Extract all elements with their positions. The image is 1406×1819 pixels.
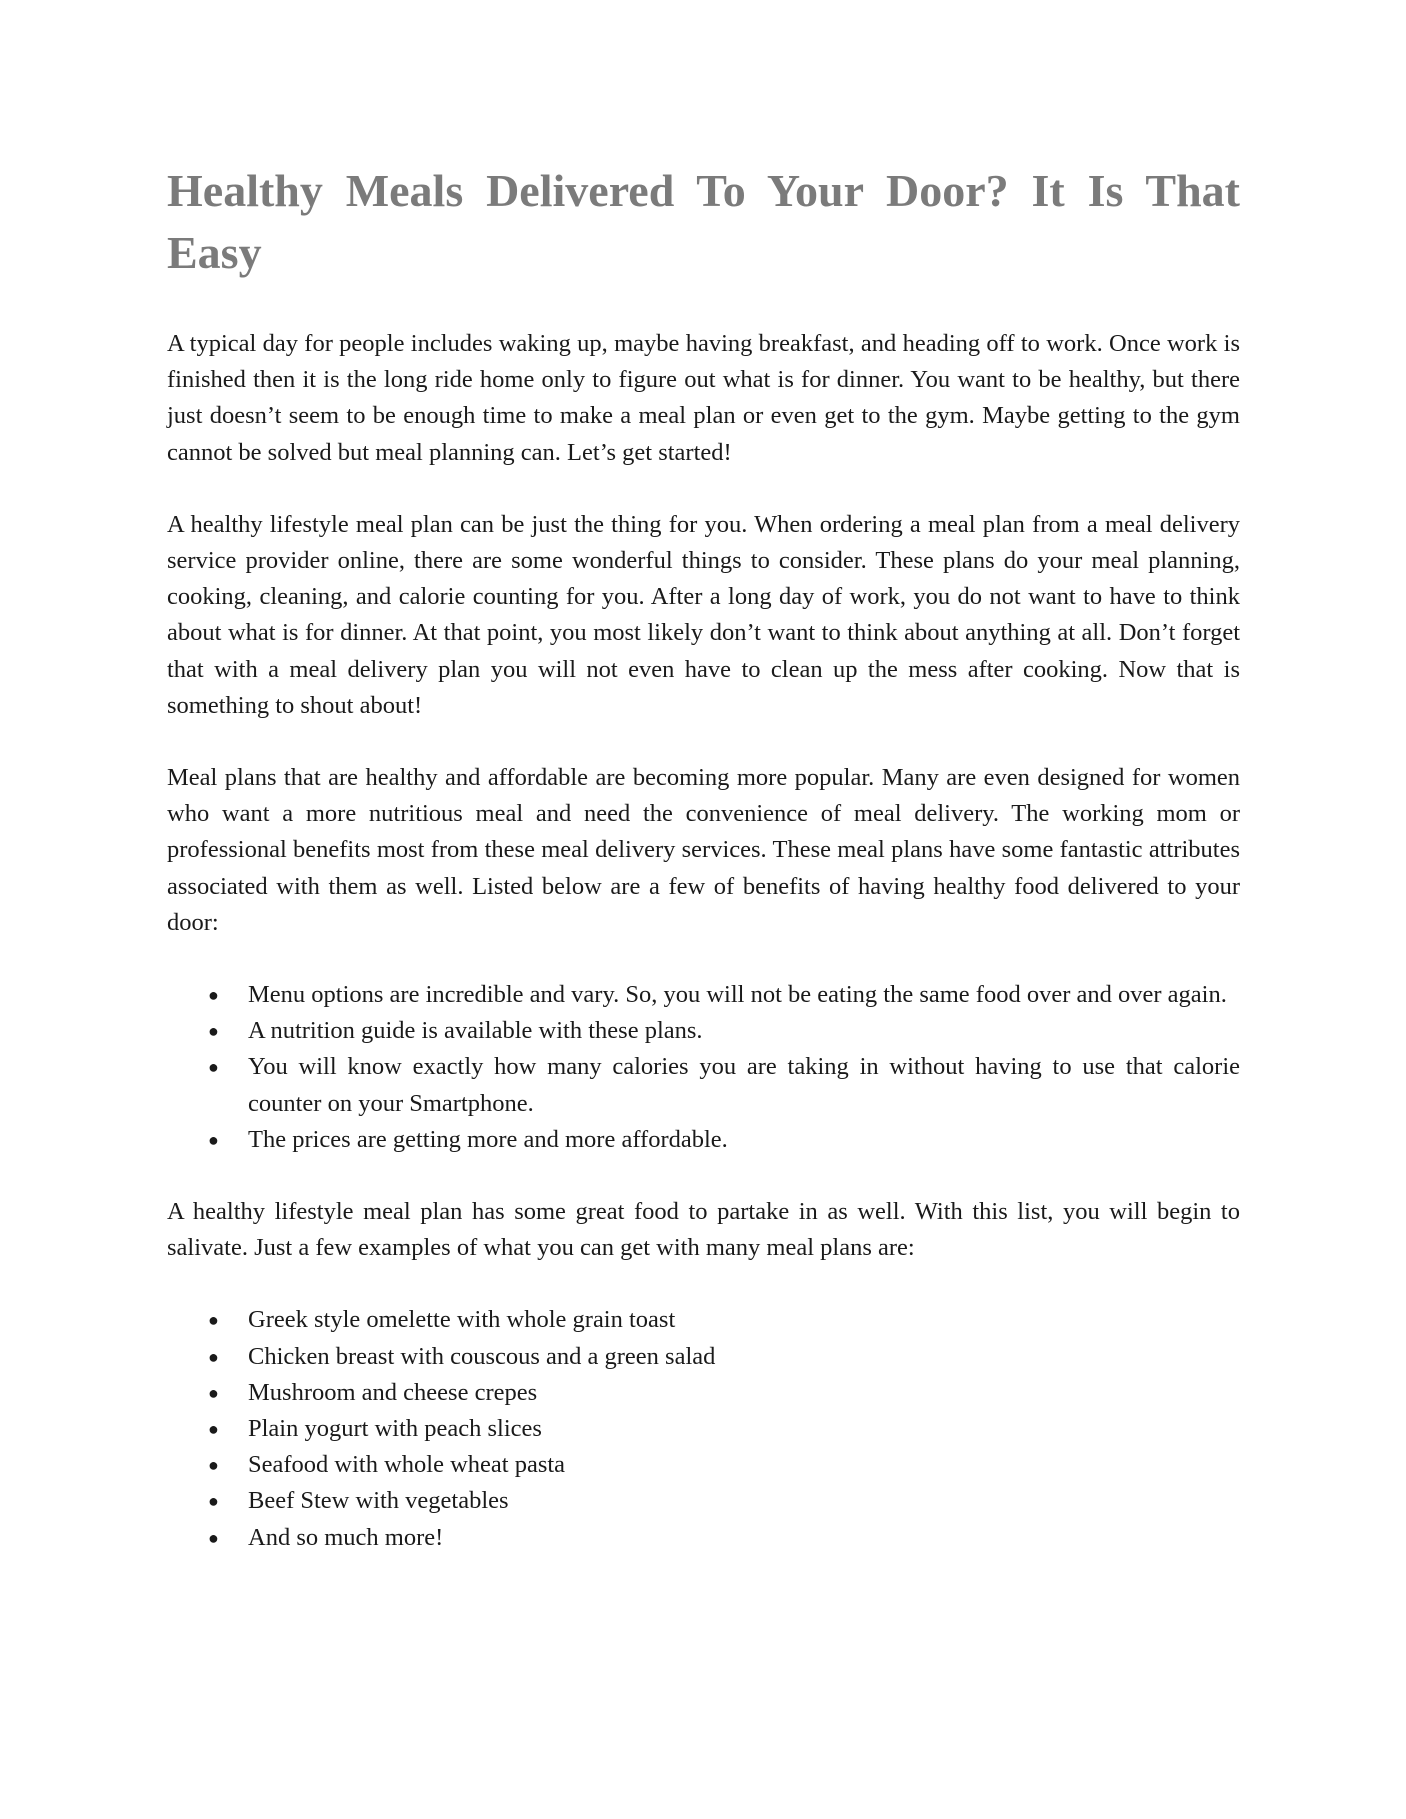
bullet-icon: ● bbox=[208, 1455, 219, 1476]
paragraph-intro: A typical day for people includes waking up, maybe having breakfast, and heading off to work. Once work is finished then it is the long ride home only to figure out what is for dinner. You want to be healthy, but there just doesn’t seem to be enough time to make a meal plan or even get to the gym. Maybe getting to the gym cannot be solved but meal planning can. Let’s get started! bbox=[167, 330, 1240, 466]
list-item bbox=[167, 1483, 1240, 1519]
list-item-text: Menu options are incredible and vary. So, you will not be eating the same food over and over again. bbox=[248, 981, 1227, 1009]
list-item-text: Beef Stew with vegetables bbox=[248, 1487, 509, 1515]
list-item bbox=[167, 1013, 1240, 1049]
list-item bbox=[167, 1049, 1240, 1121]
list-item-text: And so much more! bbox=[248, 1523, 444, 1551]
list-item bbox=[167, 1520, 1240, 1556]
list-item bbox=[167, 1302, 1240, 1338]
list-item bbox=[167, 1411, 1240, 1447]
bullet-icon: ● bbox=[208, 1346, 219, 1367]
document-title: Healthy Meals Delivered To Your Door? It Is That Easy bbox=[167, 165, 1240, 278]
list-item-text: Mushroom and cheese crepes bbox=[248, 1378, 538, 1406]
paragraph-meals-intro: A healthy lifestyle meal plan has some great food to partake in as well. With this list, you will begin to salivate. Just a few examples of what you can get with many meal plans are: bbox=[167, 1198, 1240, 1262]
bullet-icon: ● bbox=[208, 1021, 219, 1042]
bullet-icon: ● bbox=[208, 1419, 219, 1440]
list-item-text: Plain yogurt with peach slices bbox=[248, 1415, 542, 1443]
list-item-text: You will know exactly how many calories you are taking in without having to use that calorie counter on your Smartphone. bbox=[248, 1053, 1240, 1117]
paragraph-benefits-intro: Meal plans that are healthy and affordable are becoming more popular. Many are even designed for women who want a more nutritious meal and need the convenience of meal delivery. The working mom or professional benefits most from these meal delivery services. These meal plans have some fantastic attributes associated with them as well. Listed below are a few of benefits of having healthy food delivered to your door: bbox=[167, 764, 1240, 936]
list-item bbox=[167, 1375, 1240, 1411]
bullet-icon: ● bbox=[208, 1057, 219, 1078]
list-item-text: A nutrition guide is available with these plans. bbox=[248, 1017, 703, 1045]
bullet-icon: ● bbox=[208, 1491, 219, 1512]
list-item-text: Greek style omelette with whole grain toast bbox=[248, 1306, 676, 1334]
list-item-text: Chicken breast with couscous and a green salad bbox=[248, 1342, 716, 1370]
bullet-icon: ● bbox=[208, 1527, 219, 1548]
benefits-list bbox=[167, 977, 1240, 1158]
list-item-text: Seafood with whole wheat pasta bbox=[248, 1451, 566, 1479]
bullet-icon: ● bbox=[208, 985, 219, 1006]
bullet-icon: ● bbox=[208, 1129, 219, 1150]
paragraph-meal-plan: A healthy lifestyle meal plan can be just the thing for you. When ordering a meal plan from a meal delivery service provider online, there are some wonderful things to consider. These plans do your meal planning, cooking, cleaning, and calorie counting for you. After a long day of work, you do not want to have to think about what is for dinner. At that point, you most likely don’t want to think about anything at all. Don’t forget that with a meal delivery plan you will not even have to clean up the mess after cooking. Now that is something to shout about! bbox=[167, 510, 1240, 719]
list-item bbox=[167, 1339, 1240, 1375]
list-item-text: The prices are getting more and more affordable. bbox=[248, 1125, 728, 1153]
list-item bbox=[167, 1122, 1240, 1158]
bullet-icon: ● bbox=[208, 1382, 219, 1403]
list-item bbox=[167, 977, 1240, 1013]
list-item bbox=[167, 1447, 1240, 1483]
meals-list bbox=[167, 1302, 1240, 1555]
document-page bbox=[167, 160, 1240, 1592]
bullet-icon: ● bbox=[208, 1310, 219, 1331]
